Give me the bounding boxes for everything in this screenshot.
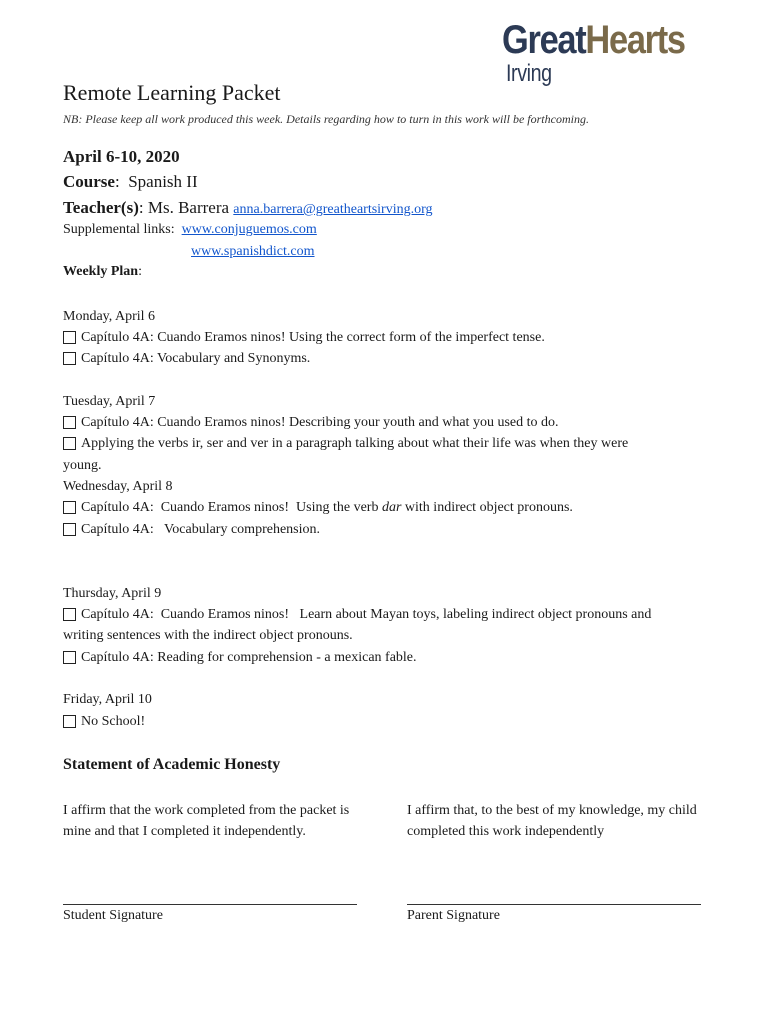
wednesday-task-1: Capítulo 4A: Cuando Eramos ninos! Using the verb dar with indirect object pronouns. (63, 497, 573, 518)
thursday-task-1: Capítulo 4A: Cuando Eramos ninos! Learn about Mayan toys, labeling indirect object pronouns and (63, 604, 651, 625)
tuesday-task-1: Capítulo 4A: Cuando Eramos ninos! Describing your youth and what you used to do. (63, 412, 559, 433)
monday-task-1: Capítulo 4A: Cuando Eramos ninos! Using the correct form of the imperfect tense. (63, 327, 545, 348)
student-signature-line[interactable] (63, 904, 357, 905)
supplemental-label: Supplemental links: (63, 222, 175, 237)
friday-heading: Friday, April 10 (63, 692, 152, 707)
course-value: Spanish II (128, 172, 198, 191)
honesty-heading: Statement of Academic Honesty (63, 756, 281, 773)
page-title: Remote Learning Packet (63, 80, 281, 105)
checkbox[interactable] (63, 715, 76, 728)
wednesday-heading: Wednesday, April 8 (63, 479, 173, 494)
checkbox[interactable] (63, 437, 76, 450)
checkbox[interactable] (63, 352, 76, 365)
wednesday-task-2: Capítulo 4A: Vocabulary comprehension. (63, 519, 320, 540)
conjuguemos-link[interactable]: www.conjuguemos.com (181, 222, 317, 237)
checkbox[interactable] (63, 523, 76, 536)
tuesday-task-2-cont: young. (63, 458, 102, 473)
date-range: April 6-10, 2020 (63, 147, 180, 166)
teacher-line: Teacher(s): Ms. Barrera anna.barrera@greatheartsirving.org (63, 198, 433, 217)
teacher-label: Teacher(s) (63, 198, 139, 217)
monday-heading: Monday, April 6 (63, 309, 156, 324)
teacher-email-link[interactable]: anna.barrera@greatheartsirving.org (233, 202, 433, 217)
course-label: Course (63, 172, 115, 191)
parent-statement: I affirm that, to the best of my knowledge, my child completed this work independently (407, 803, 697, 839)
student-signature-label: Student Signature (63, 908, 163, 923)
supplemental-links (63, 222, 317, 238)
checkbox[interactable] (63, 608, 76, 621)
weekly-plan-label: Weekly Plan: (63, 264, 142, 279)
checkbox[interactable] (63, 651, 76, 664)
logo-wordmark: GreatHearts (502, 18, 685, 62)
great-hearts-logo (502, 20, 712, 92)
parent-signature-line[interactable] (407, 904, 701, 905)
tuesday-heading: Tuesday, April 7 (63, 394, 156, 409)
student-statement: I affirm that the work completed from the packet is mine and that I completed it independently. (63, 803, 350, 839)
course-line: Course: Spanish II (63, 172, 198, 191)
supplemental-link-2-row (191, 244, 315, 260)
friday-task-1: No School! (63, 711, 145, 732)
tuesday-task-2: Applying the verbs ir, ser and ver in a paragraph talking about what their life was when they were (63, 433, 628, 454)
checkbox[interactable] (63, 501, 76, 514)
teacher-name: Ms. Barrera (147, 198, 230, 217)
checkbox[interactable] (63, 331, 76, 344)
nb-note: NB: Please keep all work produced this week. Details regarding how to turn in this work will be forthcoming. (63, 112, 589, 126)
spanishdict-link[interactable]: www.spanishdict.com (191, 244, 315, 259)
thursday-task-1-cont: writing sentences with the indirect object pronouns. (63, 628, 353, 643)
monday-task-2: Capítulo 4A: Vocabulary and Synonyms. (63, 348, 310, 369)
thursday-task-2: Capítulo 4A: Reading for comprehension - a mexican fable. (63, 647, 417, 668)
checkbox[interactable] (63, 416, 76, 429)
logo-subtitle: Irving (506, 60, 552, 87)
parent-signature-label: Parent Signature (407, 908, 500, 923)
thursday-heading: Thursday, April 9 (63, 586, 162, 601)
